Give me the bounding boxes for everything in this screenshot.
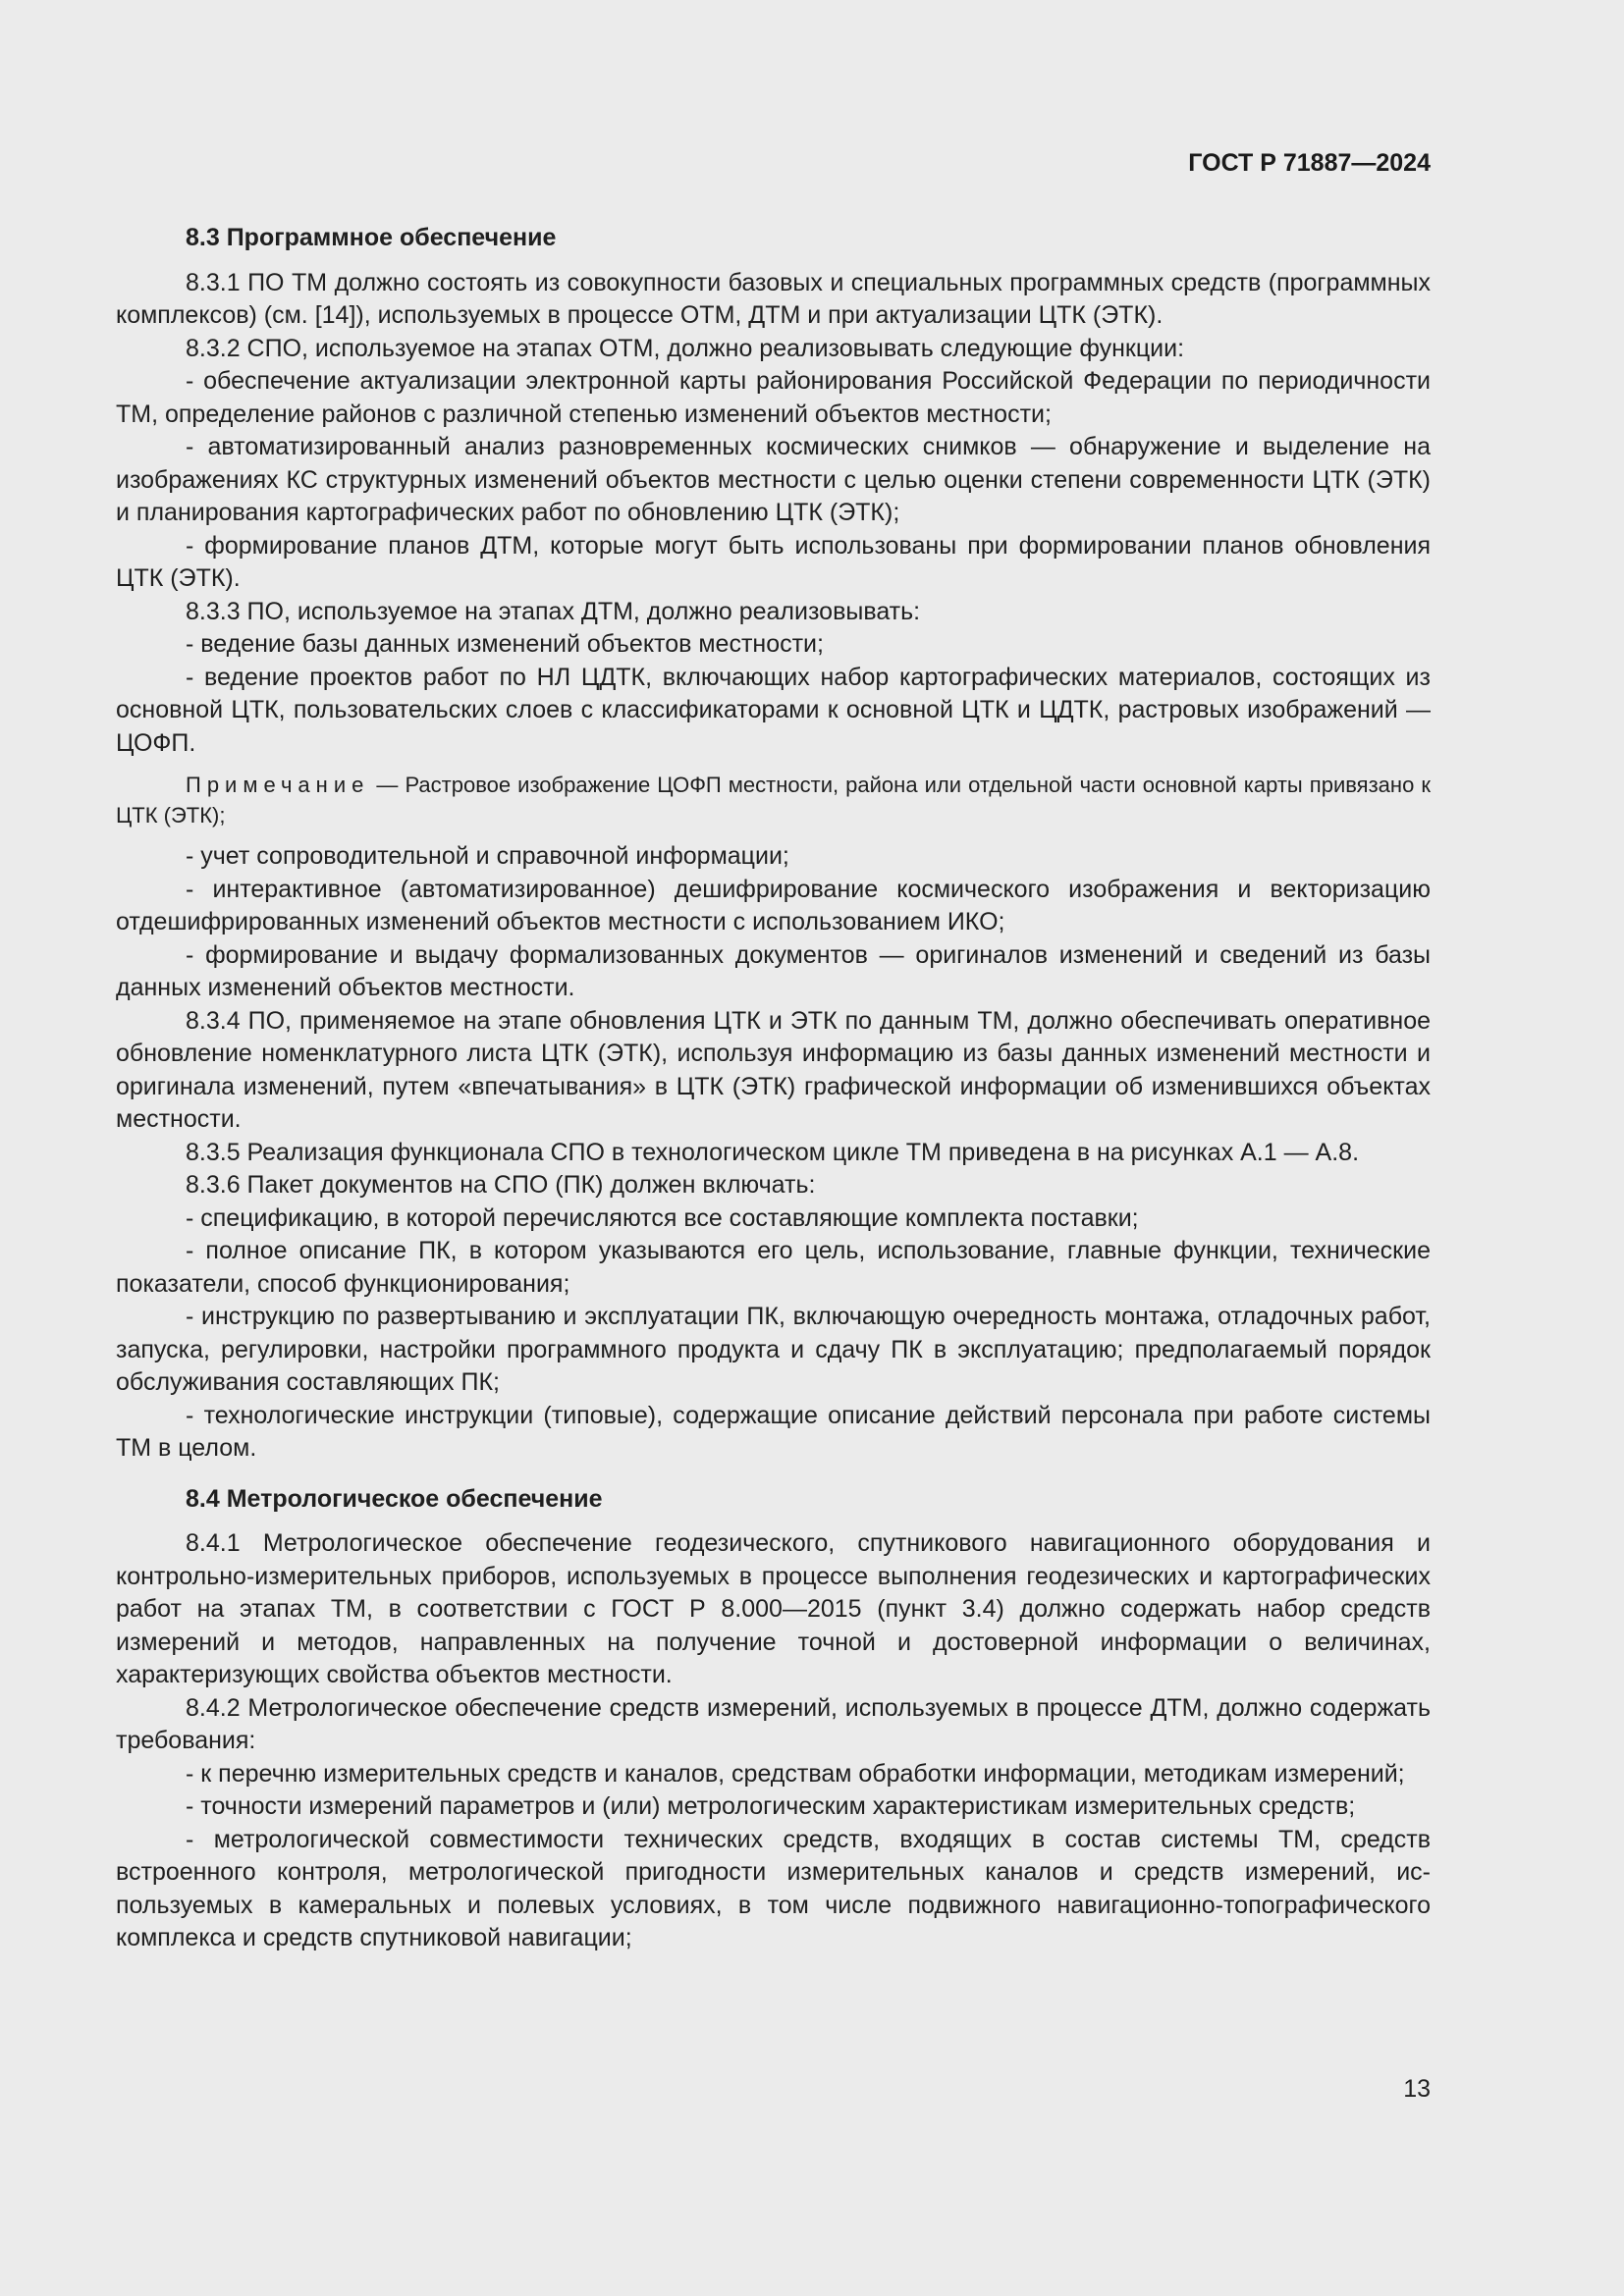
list-item: - спецификацию, в которой перечисляются все составляющие комплекта поставки;	[186, 1203, 1139, 1232]
note-text: — Растровое изображение ЦОФП местности, района или отдельной части основной карты привязано к ЦТК (ЭТК);	[116, 773, 1431, 828]
list-item: - инструкцию по развертыванию и эксплуатации ПК, включающую очередность монтажа, отладочных работ, запуска, регулировки, настройки программного продукта и сдачу ПК в эксплуатацию; предполагаемый порядок обслуживания составляющих ПК;	[116, 1303, 1431, 1396]
list-item: - полное описание ПК, в котором указываются его цель, использование, главные функции, технические показатели, способ функционирования;	[116, 1237, 1431, 1298]
document-code: ГОСТ Р 71887—2024	[1188, 149, 1431, 177]
paragraph: 8.4.1 Метрологическое обеспечение геодезического, спутникового навигационного оборудования и контрольно-измерительных приборов, используемых в процессе выполнения геодезических и картографических работ на этапах ТМ, в соответствии с ГОСТ Р 8.000—2015 (пункт 3.4) должно содержать набор средств измерений и методов, направленных на получение точной и достоверной информации о величинах, характеризующих свойства объектов местности.	[116, 1529, 1431, 1688]
list-item: - ведение проектов работ по НЛ ЦДТК, включающих набор картографических материалов, состоящих из основной ЦТК, пользовательских слоев с классификаторами к основной ЦТК и ЦДТК, растровых изображений — ЦОФП.	[116, 663, 1431, 757]
list-item: - формирование и выдачу формализованных документов — оригиналов изменений и сведений из базы данных изменений объектов местности.	[116, 940, 1431, 1001]
list-item: - автоматизированный анализ разновременных космических снимков — обнаружение и выделение на изображениях КС структурных изменений объектов местности с целью оценки степени современности ЦТК (ЭТК) и планирования картографических работ по обновлению ЦТК (ЭТК);	[116, 433, 1431, 526]
paragraph: 8.3.6 Пакет документов на СПО (ПК) должен включать:	[186, 1171, 816, 1199]
paragraph: 8.3.4 ПО, применяемое на этапе обновления ЦТК и ЭТК по данным ТМ, должно обеспечивать оперативное обновление номенклатурного листа ЦТК (ЭТК), используя информацию из базы данных изменений местности и оригинала изменений, путем «впечатывания» в ЦТК (ЭТК) графической информации об изменившихся объектах местности.	[116, 1006, 1431, 1133]
note	[116, 770, 1431, 830]
paragraph: 8.4.2 Метрологическое обеспечение средств измерений, используемых в процессе ДТМ, должно содержать требования:	[116, 1693, 1431, 1754]
note-label: Примечание	[186, 773, 370, 797]
paragraph: 8.3.3 ПО, используемое на этапах ДТМ, должно реализовывать:	[186, 597, 921, 625]
section-heading-8-4: 8.4 Метрологическое обеспечение	[186, 1484, 603, 1513]
list-item: - технологические инструкции (типовые), содержащие описание действий персонала при работе системы ТМ в целом.	[116, 1401, 1431, 1462]
paragraph: 8.3.2 СПО, используемое на этапах ОТМ, должно реализовывать следующие функции:	[186, 334, 1185, 362]
list-item: - обеспечение актуализации электронной карты районирования Российской Федерации по периодичности ТМ, определение районов с различной степенью изменений объектов местности;	[116, 367, 1431, 428]
document-body	[116, 222, 1431, 1955]
section-heading-8-3: 8.3 Программное обеспечение	[186, 224, 557, 251]
list-item: - ведение базы данных изменений объектов местности;	[186, 630, 824, 658]
list-item: - метрологической совместимости технических средств, входящих в состав системы ТМ, средств встроенного контроля, метрологической пригодности измерительных каналов и средств измерений, используемых в камеральных и полевых условиях, в том числе подвижного навигационно-топографического комплекса и средств спутниковой навигации;	[116, 1825, 1431, 1951]
paragraph: 8.3.1 ПО ТМ должно состоять из совокупности базовых и специальных программных средств (программных комплексов) (см. [14]), используемых в процессе ОТМ, ДТМ и при актуализации ЦТК (ЭТК).	[116, 268, 1431, 329]
list-item: - интерактивное (автоматизированное) дешифрирование космического изображения и векторизацию отдешифрированных изменений объектов местности с использованием ИКО;	[116, 875, 1431, 935]
list-item: - формирование планов ДТМ, которые могут быть использованы при формировании планов обновления ЦТК (ЭТК).	[116, 531, 1431, 592]
list-item: - к перечню измерительных средств и каналов, средствам обработки информации, методикам измерений;	[186, 1759, 1405, 1788]
page-number: 13	[1403, 2075, 1431, 2103]
list-item: - точности измерений параметров и (или) метрологическим характеристикам измерительных средств;	[186, 1792, 1356, 1820]
paragraph: 8.3.5 Реализация функционала СПО в технологическом цикле ТМ приведена в на рисунках А.1 — А.8.	[186, 1138, 1360, 1166]
list-item: - учет сопроводительной и справочной информации;	[186, 842, 789, 870]
